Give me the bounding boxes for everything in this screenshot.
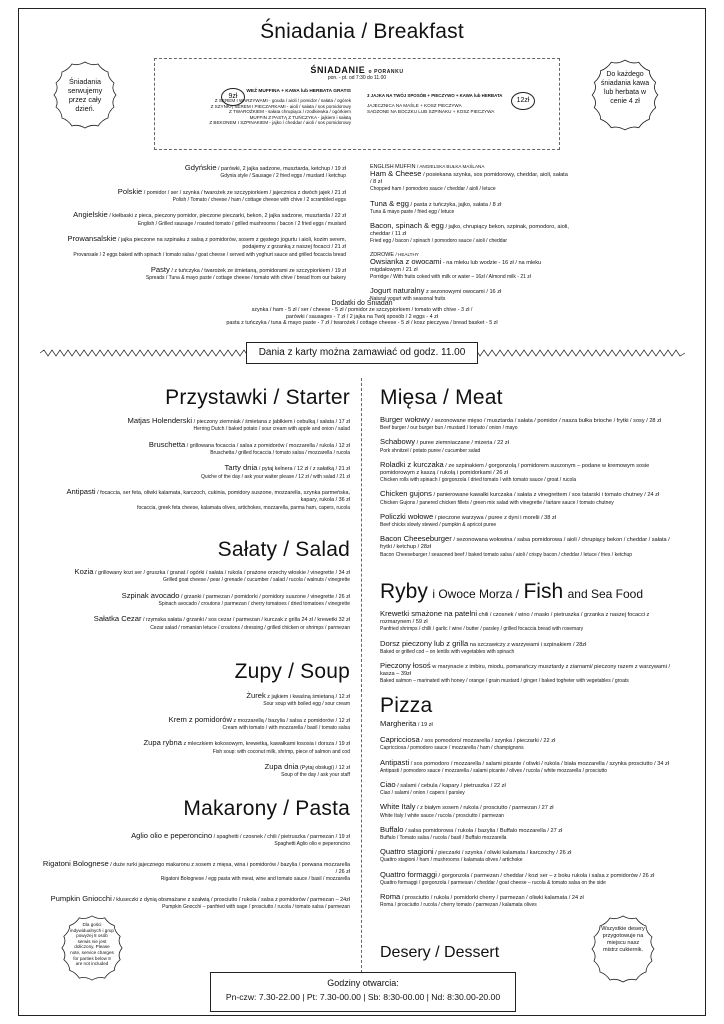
list-item: Zupa rybna z mleczkiem kokosowym, krewetką, kawałkami łososia i dorsza / 19 zł Fish soup: with coconut milk, shrimp, piece of salmon and cod — [143, 738, 350, 755]
list-item: Zupa dnia (Pytaj obsługi) / 12 zł Soup of the day / ask your staff — [264, 761, 350, 779]
list-item: Chicken gujons / panierowane kawałki kurczaka / sałata z vinegrettem / sos tatarski i tomato chutney / 24 zł Chicken Gujons / panered chicken fillets / green mix salad with vinegrette / tartare sauce / tomato chutney — [380, 489, 660, 506]
list-item: Ham & Cheese / posiekana szynka, sos pomidorowy, cheddar, aioli, sałata / 8 zł Chopped ham / pomodoro sauce / cheddar / aioli / letuce — [370, 169, 568, 193]
order-hours-notice: Dania z karty można zamawiać od godz. 11.00 — [246, 342, 478, 364]
list-item: Quattro stagioni / pieczarki / szynka / oliwki kalamata / karczochy / 26 zł Quattro stagioni / ham / mushrooms / kalamata olives / artichoke — [380, 847, 572, 864]
list-item: Gdyńskie / parówki, 2 jajka sadzone, musztarda, ketchup / 19 zł Gdynia style / Sausage / 2 fried eggs / mustard / ketchup — [184, 163, 346, 180]
muffin-line: Z SEREM I WARZYWAMI - gouda / aioli / pomidor / sałata / ogórek — [214, 98, 351, 103]
section-title-fish: Ryby i Owoce Morza / Fish and Sea Food — [380, 580, 644, 603]
extras-title: Dodatki do Śniadań — [331, 300, 393, 307]
list-item: Antipasti / focaccia, ser feta, oliwki kalamata, karczoch, cukinia, pomidory suszone, mozzarella, szynka parmeńska, kapary, rukola / 36 zł focaccia, greek feta cheese, kalamata olives, artichokes, mozzarella, parma ham, capers, rucola — [66, 486, 350, 511]
soup-list — [60, 692, 350, 786]
page-title: Śniadania / Breakfast — [260, 20, 464, 43]
meat-list — [380, 416, 680, 565]
starter-list — [60, 417, 350, 519]
list-item: Schabowy / puree ziemniaczane / mizeria / 22 zł Pork shnitzel / potato puree / cucumber salad — [380, 437, 509, 454]
list-item: Ciao / salami / cebula / kapary / pietruszka / 22 zł Ciao / salami / onion / capers / parsley — [380, 780, 506, 797]
list-item: Krem z pomidorów z mozzarellą / bazylia / salsa z pomidorów / 12 zł Cream with tomato / with mozzarella / basil / tomato salsa — [168, 714, 350, 732]
section-title-meat: Mięsa / Meat — [380, 386, 503, 409]
breakfast-extras — [140, 300, 584, 327]
list-item: Antipasti / sos pomodoro / mozzarella / salami picante / oliwki / rukola / biała mozzarella / szynka prosciutto / 34 zł Antipasti / pomodoro sauce / mozzarella / salami picante / olives / rucola / white mozzarella / prosciutto — [380, 757, 670, 774]
breakfast-left-list — [60, 164, 346, 289]
section-title-pizza: Pizza — [380, 694, 433, 717]
breakfast-right-list — [370, 164, 570, 310]
muffin-line: MUFFIN Z PASTĄ Z TUŃCZYKA - jajkiem i sałatą — [249, 114, 351, 120]
list-item: Prowansalskie / jajka pieczone na szpinaku z salsą z pomidorów, sosem z gęstego jogurtu i aioli, kozim serem, podajemy z grzanką z naszej focacci / 21 zł Provansale / 2 eggs baked with spinach / tomato salsa / goat cheese / served with yoghurt sauce and grilled focaccia bread — [67, 233, 346, 258]
pasta-list — [40, 832, 350, 918]
list-item: Policzki wołowe / pieczone warzywa / puree z dyni i morelii / 38 zł Beef chicks slowly stewed / pumpkin & apricot puree — [380, 511, 556, 529]
morning-title: ŚNIADANIE o PORANKU — [310, 65, 404, 75]
extras-line: parówki / sausages - 7 zł / 2 jajka na Twój sposób / 2 eggs - 4 zł — [285, 313, 439, 320]
muffin-line: Z SZYNKĄ SEREM I PIECZARKAMI - aioli / sałata / sos pomidorowy — [210, 103, 351, 109]
eggs-line: SADZONE NA BOCZKU LUB SZPINAKU + KOSZ PIECZYWA — [367, 108, 495, 114]
list-item: Aglio olio e peperoncino / spaghetti / czosnek / chili / pietruszka / parmezan / 19 zł Spaghetti Aglio olio e peperoncino — [131, 831, 350, 848]
list-item: Bruschetta / grillowana focaccia / salsa z pomidorów / mozzarella / rukola / 12 zł Bruschetta / grilled focaccia / tomato salsa / mozzarella / rucola — [148, 439, 350, 457]
muffin-offer: WEŹ MUFFINA + KAWA lub HERBATA GRATIS Z SEREM I WARZYWAMI - gouda / aioli / pomidor / sałata / ogórek Z SZYNKĄ SEREM I PIECZARKAMI - aioli / sałata / sos pomidorowy Z TWAROŻKIEM - sałata chrupiąca / rzodkiewka / ogórkiem MUFFIN Z PASTĄ Z TUŃCZYKA - jajkiem i sałatą Z BEKONEM I SZPINAKIEM - jajko / cheddar / aioli / sos pomidorowy — [165, 89, 351, 126]
list-item: White Italy / z białym sosem / rukola / prosciutto / parmezan / 27 zł White Italy / white sauce / rucola / prosciutto / parmezan — [380, 802, 554, 819]
column-divider — [361, 378, 362, 978]
muffin-heading: ENGLISH MUFFIN / ANGIELSKA BUŁKA MAŚLANA — [370, 164, 485, 170]
opening-hours-box — [210, 972, 516, 1012]
breakfast-all-day-note: Śniadania serwujemy przez cały dzień. — [67, 77, 103, 113]
list-item: Burger wołowy / sezonowane mięso / musztarda / sałata / pomidor / nasza bułka brioche / frytki / sosy / 28 zł Beef burger / our burger bun / mustard / tomato / onion / mayo — [380, 415, 662, 432]
coffee-included-note: Do każdego śniadania kawa lub herbata w cenie 4 zł — [600, 71, 650, 105]
list-item: Krewetki smażone na patelni chili / czosnek / wino / masło / pietruszka / grzanka z naszej focacci z rozmarynem / 59 zł Panfried shrimps / chilli / garlic / wine / butter / parsley / grilled focaccia bread with rosemary — [380, 609, 650, 633]
list-item: Buffalo / salsa pomidorowa / rukola / bazylia / Buffalo mozzarella / 27 zł Buffalo / Tomato salsa / rucola / basil / Buffalo mozzarella — [380, 824, 563, 842]
healthy-heading: ZDROWE / HEALTHY — [370, 251, 419, 258]
list-item: Jogurt naturalny z sezonowymi owocami / 16 zł Natural yogurt with seasonal fruits — [370, 286, 502, 303]
list-item: Żurek z jajkiem i kwaśną śmietaną / 12 zł Sour soup with boiled egg / sour cream — [246, 691, 350, 708]
list-item: Pasty / z tuńczyka / twarożek ze śmietaną, pomidorami ze szczypiorkiem / 19 zł Spreads / Tuna & mayo paste / cottage cheese / tomato with chive / bread from our bakery — [145, 264, 346, 282]
list-item: Angielskie / kiełbaski z pieca, pieczony pomidor, pieczone pieczarki, bekon, 2 jajka sadzone, musztarda / 22 zł English / Grilled sausage / roasted tomato / grilled mushrooms / bacon / 2 fried eggs / mustard — [73, 210, 346, 227]
price-badge-12: 12zł — [511, 89, 535, 110]
dessert-note: Wszystkie desery przygotowuje na miejscu nasz mistrz cukiernik. — [601, 926, 645, 953]
opening-hours-title: Godziny otwarcia: — [327, 978, 399, 988]
list-item: Matjas Holenderski / pieczony ziemniak / śmietana z jabłkiem i cebulką / sałata / 17 zł Herring Dutch / baked potato / sour cream with apple and onion / salad — [127, 416, 350, 433]
eggs-offer: 3 JAJKA NA TWÓJ SPOSÓB + PIECZYWO + KAWA lub HERBATA JAJECZNICA NA MAŚLE + KOSZ PIECZYWA SADZONE NA BOCZKU LUB SZPINAKU + KOSZ PIECZYWA — [367, 93, 517, 114]
list-item: Owsianka z owocami - na mleku lub wodzie - 16 zł / na mleku migdałowym / 21 zł Porridge / With fruits coked with milk or water – 16zł / Almond milk - 21 zł — [370, 256, 542, 281]
eggs-line: JAJECZNICA NA MAŚLE + KOSZ PIECZYWA — [367, 103, 462, 108]
extras-line: pasta z tuńczyka / tuna & mayo paste - 7 zł / twarożek / cottage cheese - 5 zł / kosz pieczywa / bread basket - 5 zł — [226, 320, 498, 327]
extras-line: szynka / ham - 5 zł / ser / cheese - 5 zł / pomidor ze szczypiorkiem / tomato with chive - 3 zł / — [251, 307, 473, 313]
pizza-list — [380, 720, 680, 915]
section-title-salad: Sałaty / Salad — [217, 538, 350, 561]
list-item: Capricciosa / sos pomodoro/ mozzarella / szynka / pieczarki / 22 zł Capricciosa / pomodoro sauce / mozzarella / ham / champignons — [380, 735, 556, 752]
muffin-line: Z TWAROŻKIEM - sałata chrupiąca / rzodkiewka / ogórkiem — [228, 109, 351, 115]
list-item: Dorsz pieczony lub z grilla na szczawiczy z warzywami i szpinakiem / 28zł Baked or grilled cod – on lentils with vegetables with spinach — [380, 638, 587, 655]
section-title-soup: Zupy / Soup — [234, 660, 350, 683]
list-item: Roma / prosciutto / rukola / pomidorki cherry / parmezan / oliwki kalamata / 24 zł Roma / prosciutto / rucola / cherry tomato / parmezan / kalamata olives — [380, 892, 584, 909]
list-item: Sałatka Cezar / rzymska sałata / grzanki / sos cezar / parmezan / kurczak z grilla 24 zł / krewetki 32 zł Cezar salad / romanian letuce / croutons / dressing / grilled chicken or shrimps / parmezan — [93, 614, 350, 631]
list-item: Quattro formaggi / gorgonzola / parmezan / cheddar / kozi ser – z boku rukola i salsa z pomidorów / 26 zł Quattro formaggi / gorgonzola / parmesan / cheddar / goat cheese – rucola & tomato salsa on the side — [380, 869, 655, 886]
morning-breakfast-box — [154, 58, 560, 150]
list-item: Tuna & egg / pasta z tuńczyka, jajko, sałata / 8 zł Tuna & mayo paste / fried egg / letuce — [370, 198, 502, 215]
salad-list — [60, 568, 350, 639]
price-badge-9: 9zł — [221, 85, 245, 106]
section-title-pasta: Makarony / Pasta — [183, 797, 350, 820]
list-item: Rigatoni Bolognese / duże rurki jajecznego makaronu z sosem z mięsa, wina i pomidorów / bazylia / porwana mozzarella / 26 zł Rigatoni Bolognese / egg pasta with meat, wine and tomato sauce / basil / mozzarella — [42, 858, 350, 883]
list-item: Szpinak avocado / grzanki / parmezan / pomidorki / pomidory suszone / vinegrette / 26 zł Spinach avocado / croutons / parmezan / cherry tomatoes / dried tomatoes / vinegrette — [121, 590, 350, 608]
section-title-dessert: Desery / Dessert — [380, 944, 500, 961]
opening-hours-line: Pn-czw: 7.30-22.00 | Pt: 7.30-00.00 | Sb: 8:30-00.00 | Nd: 8:30.00-20.00 — [225, 992, 501, 1002]
muffin-line: Z BEKONEM I SZPINAKIEM - jajko / cheddar / aioli / sos pomidorowy — [209, 120, 351, 126]
list-item: Polskie / pomidor / ser / szynka / twarożek ze szczypiorkiem / jajecznica z dwóch jajek / 21 zł Polish / Tomato / cheese / ham / cottage cheese with chive / 2 scrambled eggs — [117, 186, 346, 204]
list-item: Bacon Cheeseburger / sezonowana wołowina / salsa pomidorowa / aioli / chrupiący bekon / cheddar / sałata / frytki / ketchup / 28zł Bacon Cheeseburger / seasoned beef / baked tomato salsa / aioli / crispy bacon / cheddar / letuce / fries / ketchup — [380, 534, 670, 558]
list-item: Pieczony łosoś w marynacie z imbiru, miodu, pomarańczy musztardy z ziarnami/ pieczony razem z warzywami / kasza – 39zł Baked salmon – marinated with honey / orange / grain mustard / ginger / baked togheter with vegetables / groats — [380, 661, 671, 685]
list-item: Roladki z kurczaka / ze szpinakiem / gorgonzolą / pomidorem suszonym – podane w kremowym sosie pomidorowym z kaszą / rukolą i pomidorkami / 26 zł Chicken rolls with spinach / gorgonzola / dried tomato / with tomato sauce / groat / rucola — [380, 459, 650, 484]
section-title-starter: Przystawki / Starter — [165, 386, 350, 409]
list-item: Margherita / 19 zł — [380, 719, 433, 728]
list-item: Bacon, spinach & egg / jajko, chrupiący bekon, szpinak, pomodoro, aioli, cheddar / 11 zł Fried egg / bacon / spinach / pomodoro sauce / aioli / cheddar — [370, 221, 569, 245]
morning-hours: pon. - pt. od 7:30 do 11.00 — [327, 75, 387, 81]
fish-list — [380, 610, 680, 692]
list-item: Pumpkin Gniocchi / kluseczki z dynią obsmażane z szałwią / prosciutto / rukola / salsa z pomidorów / parmezan – 24zł Pumpkin Gnocchi – panfried with sage / prosciutto / rucola / tomato salsa / parmezan — [50, 893, 350, 911]
service-charge-note: Dla gości indywidualnych i grup powyżej 8 osób serwis nie jest doliczony. Please note, service charges for parties below 8 are not included — [70, 922, 114, 967]
list-item: Kozia / grillowany kozi ser / gruszka / granat / ogórki / sałata / rukola / prażone orzechy włoskie / vinegrette / 34 zł Grilled goat cheese / pear / grenade / cucumber / salad / rucola / walnuts / vinegrette — [74, 567, 350, 584]
list-item: Tarty dnia / pytaj kelnera / 12 zł / z sałatką / 21 zł Quiche of the day / ask your waiter please / 12 zł / with salad / 21 zł — [201, 463, 350, 480]
